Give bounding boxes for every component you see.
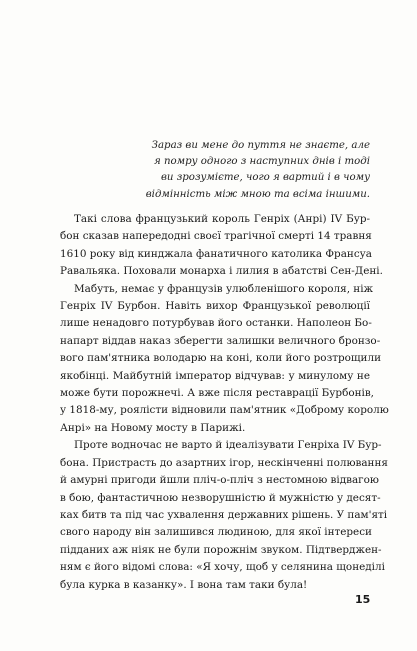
text-line: бона. Пристрасть до азартних ігор, нескінченні полювання [60,456,388,469]
text-line: Проте водночас не варто й ідеалізувати Генріха IV Бур- [74,439,382,452]
text-line: Такі слова французький король Генріх (Анрі) IV Бур- [74,213,370,225]
text-line: Генріх IV Бурбон. Навіть вихор Французької революції [60,300,370,313]
text-line: може бути порожнечі. А вже після реставрації Бурбонів, [60,387,374,400]
text-line: лише ненадовго потурбував його останки. Наполеон Бо- [60,317,372,330]
text-line: й амурні пригоди йшли пліч-о-пліч з нестомною відвагою [60,474,379,487]
text-line: свого народу він залишився людиною, для якої інтереси [60,526,372,539]
paragraph [60,211,383,281]
text-line: ках битв та під час ухвалення державних рішень. У пам'яті [60,508,388,521]
text-line: підданих аж ніяк не були порожнім звуком. Підтверджен- [60,543,382,556]
text-line: ням є його відомі слова: «Я хочу, щоб у селянина щонеділі [60,561,385,574]
text-line: бон сказав напередодні своєї трагічної смерті 14 травня [60,230,372,243]
paragraph [60,437,388,594]
epigraph-line: відмінність між мною та всіма іншими. [145,188,370,200]
epigraph [120,138,370,203]
epigraph-line: я помру одного з наступних днів і тоді [153,156,370,168]
text-line: напарт віддав наказ зберегти залишки величного бронзо- [60,334,381,347]
epigraph-line: Зараз ви мене до пуття не знаєте, але [151,140,370,151]
text-line: вого пам'ятника володарю на коні, коли його розтрощили [60,352,381,365]
text-line: якобінці. Майбутній імператор відчував: у минулому не [60,369,370,382]
text-line: у 1818-му, рояліcти відновили пам'ятник «Доброму королю [60,404,389,417]
epigraph-line: ви зрозумієте, чого я вартий і в чому [161,172,370,184]
text-line: Равальяка. Поховали монарха і лилия в абатстві Сен-Дені. [60,265,383,278]
text-line: Мабуть, немає у французів улюбленішого короля, ніж [74,282,374,295]
text-line: в бою, фантастичною незворушністю й мужністю у десят- [60,491,381,504]
page-number: 15 [355,593,371,606]
paragraph [60,281,389,438]
text-line: 1610 року від кинджала фанатичного католика Франсуа [60,247,372,260]
text-line: була курка в казанку». І вона там таки була! [60,578,308,591]
body-text [60,211,389,594]
text-line: Анрі» на Новому мосту в Парижі. [60,421,246,434]
